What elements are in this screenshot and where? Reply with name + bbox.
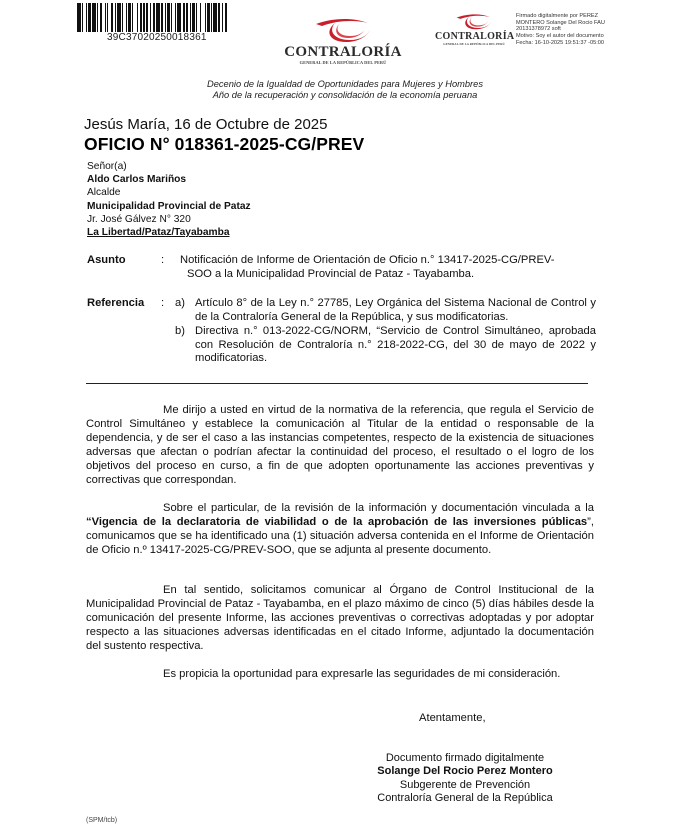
paragraph-text: Me dirijo a usted en virtud de la normativa de la referencia, que regula el Servicio de Control Simultáneo y establece la comunicación al Titular de la entidad o responsable de la dependencia, y de ser el caso a las instancias competentes, respecto de la existencia de situaciones adversas que afectan o podrían afectar la continuidad del proceso, el resultado o el logro de los objetivos del proceso en curso, a fin de que adopten oportunamente las acciones preventivas y correctivas que correspondan. xyxy=(86,404,594,486)
reference-item-letter: b) xyxy=(175,325,185,337)
subject-label: Asunto xyxy=(87,254,126,266)
contraloria-logo xyxy=(283,17,403,66)
subject-colon: : xyxy=(161,254,165,266)
reference-item-letter: a) xyxy=(175,297,185,309)
paragraph-text: En tal sentido, solicitamos comunicar al Órgano de Control Institucional de la Municipalidad Provincial de Pataz - Tayabamba, en el plazo máximo de cinco (5) días hábiles desde la comunicación del presente Informe, las acciones preventivas o correctivas adoptadas y por adoptar respecto a las situaciones adversas identificadas en el citado Informe, adjuntado la documentación del sustento respectiva. xyxy=(86,584,594,652)
stamp-line: Fecha: 16-10-2025 19:51:37 -05:00 xyxy=(516,39,605,46)
logo-subtitle: GENERAL DE LA REPÚBLICA DEL PERÚ xyxy=(443,42,505,46)
paragraph-text: ”, comunicamos que se ha identificado una (1) situación adversa contenida en el Informe de Orientación de Oficio n.º 13417-2025-CG/PREV-SOO, que se adjunta al presente documento. xyxy=(86,516,594,556)
project-name-bold: “Vigencia de la declaratoria de viabilidad o de la aprobación de las inversiones públicas xyxy=(86,516,588,528)
body-paragraph-1 xyxy=(86,403,594,487)
closing-salutation: Atentamente, xyxy=(419,712,486,724)
signature-note: Documento firmado digitalmente xyxy=(385,752,545,764)
motto-line-2: Año de la recuperación y consolidación de la economía peruana xyxy=(212,90,478,100)
paragraph-text: Sobre el particular, de la revisión de la información y documentación vinculada a la xyxy=(163,502,594,514)
recipient-position: Alcalde xyxy=(87,187,121,199)
logo-subtitle: GENERAL DE LA REPÚBLICA DEL PERÚ xyxy=(299,60,387,65)
barcode xyxy=(77,3,229,32)
recipient-address: Jr. José Gálvez N° 320 xyxy=(87,213,191,225)
signature-stamp-logo xyxy=(435,13,513,46)
recipient-name: Aldo Carlos Mariños xyxy=(87,174,187,186)
reference-colon: : xyxy=(161,297,165,309)
reference-item-text: Artículo 8° de la Ley n.° 27785, Ley Orgánica del Sistema Nacional de Control y de la Contraloría General de la República, y sus modificatorias. xyxy=(195,297,596,323)
subject-text-line-1: Notificación de Informe de Orientación de Oficio n.° 13417-2025-CG/PREV- xyxy=(180,254,555,266)
barcode-bar xyxy=(227,3,228,32)
official-motto xyxy=(180,79,510,101)
place-date: Jesús María, 16 de Octubre de 2025 xyxy=(84,116,328,133)
signer-title: Subgerente de Prevención xyxy=(399,778,531,791)
subject-text-line-2: SOO a la Municipalidad Provincial de Pataz - Tayabamba. xyxy=(187,268,475,280)
body-paragraph-2 xyxy=(86,501,594,557)
drafter-initials: (SPM/tcb) xyxy=(86,817,118,824)
document-number: OFICIO N° 018361-2025-CG/PREV xyxy=(84,134,365,154)
separator-line xyxy=(86,383,588,384)
reference-label: Referencia xyxy=(87,297,145,309)
signer-name: Solange Del Rocio Perez Montero xyxy=(377,765,553,778)
paragraph-text: Es propicia la oportunidad para expresarle las seguridades de mi consideración. xyxy=(163,668,561,680)
contraloria-swoosh-icon xyxy=(312,17,374,43)
logo-wordmark: CONTRALORÍA xyxy=(284,44,402,60)
digital-signature-stamp xyxy=(516,13,626,47)
stamp-line: MONTERO Solange Del Rocio FAU xyxy=(516,19,605,26)
recipient-salutation: Señor(a) xyxy=(87,161,127,172)
stamp-line: Motivo: Soy el autor del documento xyxy=(516,33,604,40)
subject-section xyxy=(87,254,597,284)
contraloria-swoosh-icon xyxy=(454,13,494,30)
body-paragraph-4 xyxy=(86,667,594,681)
stamp-line: 20131378972 soft xyxy=(516,26,561,33)
reference-section xyxy=(87,297,597,372)
recipient-location: La Libertad/Pataz/Tayabamba xyxy=(87,227,230,239)
signer-organization: Contraloría General de la República xyxy=(377,791,553,804)
body-paragraph-3 xyxy=(86,583,594,653)
logo-wordmark: CONTRALORÍA xyxy=(435,31,515,42)
stamp-line: Firmado digitalmente por PEREZ xyxy=(516,13,599,19)
signature-block xyxy=(340,752,590,805)
recipient-entity: Municipalidad Provincial de Pataz xyxy=(87,200,251,212)
motto-line-1: Decenio de la Igualdad de Oportunidades para Mujeres y Hombres xyxy=(207,79,483,89)
recipient-block xyxy=(87,160,251,239)
reference-item-text: Directiva n.° 013-2022-CG/NORM, “Servicio de Control Simultáneo, aprobada con Resolución de Contraloría n.° 218-2022-CG, del 30 de mayo de 2022 y modificatorias. xyxy=(195,325,596,364)
barcode-number: 39C37020250018361 xyxy=(107,32,207,43)
